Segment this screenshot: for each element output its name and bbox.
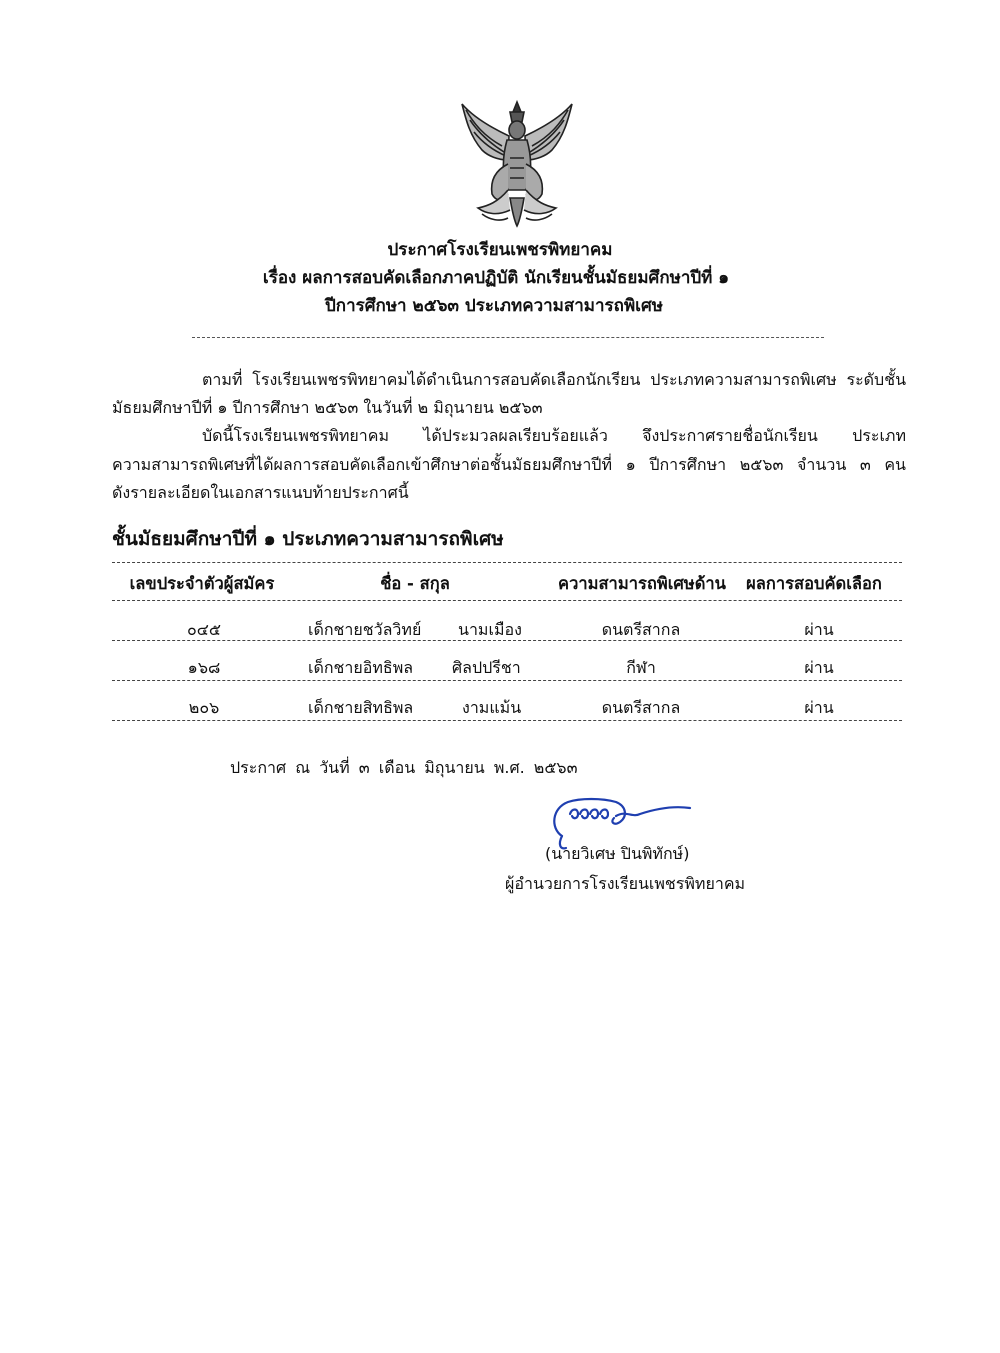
garuda-emblem-icon [452,98,582,228]
row-2-first-name: เด็กชายอิทธิพล [308,658,414,677]
row-3-first-name: เด็กชายสิทธิพล [308,698,414,717]
table-rule-row-2 [112,680,902,681]
table-rule-top [112,562,902,563]
section-heading: ชั้นมัธยมศึกษาปีที่ ๑ ประเภทความสามารถพิเศษ [112,528,504,550]
row-1-result: ผ่าน [804,620,834,639]
title-line-subject: เรื่อง ผลการสอบคัดเลือกภาคปฏิบัติ นักเรียนชั้นมัธยมศึกษาปีที่ ๑ [262,268,730,288]
title-line-school: ประกาศโรงเรียนเพชรพิทยาคม [387,240,613,260]
row-1-first-name: เด็กชายชวัลวิทย์ [308,620,422,639]
header-result: ผลการสอบคัดเลือก [746,574,882,593]
row-3-last-name: งามแม้น [462,698,522,717]
title-line-year: ปีการศึกษา ๒๕๖๓ ประเภทความสามารถพิเศษ [325,296,663,316]
header-full-name: ชื่อ - สกุล [380,574,450,593]
row-2-id: ๑๖๘ [187,658,221,677]
paragraph-2-line-2: ความสามารถพิเศษที่ได้ผลการสอบคัดเลือกเข้าศึกษาต่อชั้นมัธยมศึกษาปีที่ ๑ ปีการศึกษา ๒๕๖๓ จำนวน ๓ คน [112,455,906,474]
table-rule-bottom [112,720,902,721]
row-2-talent: กีฬา [626,658,656,677]
row-3-id: ๒๐๖ [188,698,220,717]
signer-name: (นายวิเศษ ปินพิทักษ์) [545,844,690,863]
title-divider [192,337,824,338]
announcement-title [0,236,1000,320]
signer-position: ผู้อำนวยการโรงเรียนเพชรพิทยาคม [505,874,746,893]
paragraph-2-line-1: บัดนี้โรงเรียนเพชรพิทยาคม ได้ประมวลผลเรียบร้อยแล้ว จึงประกาศรายชื่อนักเรียน ประเภท [202,426,906,445]
row-1-talent: ดนตรีสากล [601,620,681,639]
row-2-result: ผ่าน [804,658,834,677]
row-3-talent: ดนตรีสากล [601,698,681,717]
row-3-result: ผ่าน [804,698,834,717]
paragraph-2-line-3: ดังรายละเอียดในเอกสารแนบท้ายประกาศนี้ [112,483,409,502]
paragraph-1-line-1: ตามที่ โรงเรียนเพชรพิทยาคมได้ดำเนินการสอบคัดเลือกนักเรียน ประเภทความสามารถพิเศษ ระดับชั้น [202,370,906,389]
table-rule-header [112,600,902,601]
header-applicant-id: เลขประจำตัวผู้สมัคร [129,574,275,593]
announcement-date: ประกาศ ณ วันที่ ๓ เดือน มิถุนายน พ.ศ. ๒๕๖๓ [230,758,578,777]
row-1-id: ๐๔๕ [187,620,221,639]
paragraph-1-line-2: มัธยมศึกษาปีที่ ๑ ปีการศึกษา ๒๕๖๓ ในวันที่ ๒ มิถุนายน ๒๕๖๓ [112,398,543,417]
row-1-last-name: นามเมือง [458,620,522,639]
header-talent: ความสามารถพิเศษด้าน [558,574,726,593]
row-2-last-name: ศิลปปรีชา [452,658,521,677]
table-rule-row-1 [112,640,902,641]
